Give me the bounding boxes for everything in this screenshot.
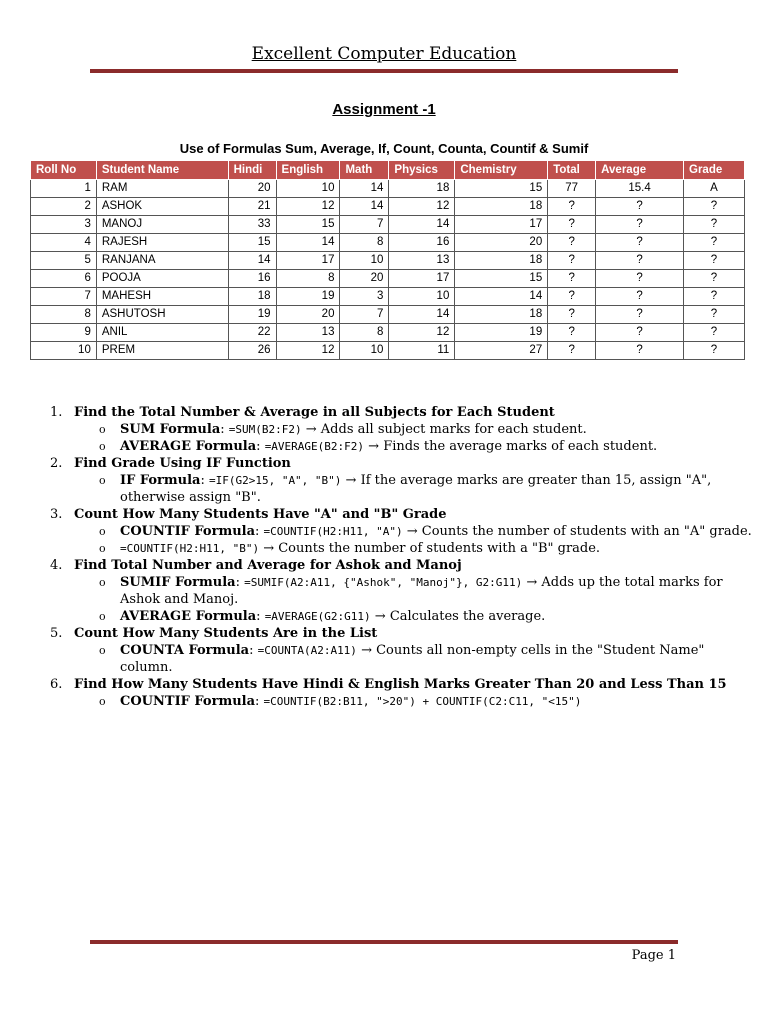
table-row bbox=[31, 234, 745, 252]
cell-roll-no: 6 bbox=[31, 270, 97, 288]
cell-chemistry: 14 bbox=[455, 288, 548, 306]
cell-total: ? bbox=[548, 324, 596, 342]
cell-roll-no: 3 bbox=[31, 216, 97, 234]
formula-label: SUM Formula bbox=[120, 422, 221, 437]
col-header-english: English bbox=[276, 161, 340, 180]
cell-average: 15.4 bbox=[596, 180, 684, 198]
cell-average: ? bbox=[596, 324, 684, 342]
cell-math: 7 bbox=[340, 216, 389, 234]
table-row bbox=[31, 288, 745, 306]
formula-code: =SUM(B2:F2) bbox=[228, 423, 302, 436]
cell-grade: ? bbox=[684, 234, 745, 252]
table-row bbox=[31, 198, 745, 216]
cell-physics: 14 bbox=[389, 306, 455, 324]
assignment-title: Assignment -1 bbox=[332, 101, 436, 118]
cell-chemistry: 17 bbox=[455, 216, 548, 234]
bullet-symbol: o bbox=[99, 644, 106, 657]
cell-physics: 14 bbox=[389, 216, 455, 234]
question-text: Find the Total Number & Average in all Subjects for Each Student bbox=[74, 405, 555, 420]
cell-roll-no: 7 bbox=[31, 288, 97, 306]
table-row bbox=[31, 180, 745, 198]
col-header-math: Math bbox=[340, 161, 389, 180]
cell-english: 15 bbox=[276, 216, 340, 234]
cell-grade: ? bbox=[684, 252, 745, 270]
col-header-grade: Grade bbox=[684, 161, 745, 180]
cell-total: ? bbox=[548, 306, 596, 324]
formula-description: → Finds the average marks of each student. bbox=[364, 439, 658, 454]
page-number: Page 1 bbox=[631, 948, 676, 963]
question-text: Count How Many Students Are in the List bbox=[74, 626, 378, 641]
cell-math: 14 bbox=[340, 198, 389, 216]
cell-total: ? bbox=[548, 288, 596, 306]
table-caption: Use of Formulas Sum, Average, If, Count, Counta, Countif & Sumif bbox=[179, 141, 589, 156]
cell-hindi: 33 bbox=[228, 216, 276, 234]
cell-english: 10 bbox=[276, 180, 340, 198]
cell-grade: ? bbox=[684, 270, 745, 288]
cell-english: 13 bbox=[276, 324, 340, 342]
table-row bbox=[31, 252, 745, 270]
question-text: Find Grade Using IF Function bbox=[74, 456, 291, 471]
cell-average: ? bbox=[596, 216, 684, 234]
cell-physics: 13 bbox=[389, 252, 455, 270]
cell-math: 8 bbox=[340, 234, 389, 252]
cell-chemistry: 18 bbox=[455, 306, 548, 324]
cell-chemistry: 18 bbox=[455, 252, 548, 270]
cell-math: 20 bbox=[340, 270, 389, 288]
cell-total: ? bbox=[548, 198, 596, 216]
formula-code: =COUNTIF(H2:H11, "A") bbox=[263, 525, 403, 538]
table-row bbox=[31, 216, 745, 234]
marks-table bbox=[30, 160, 745, 360]
table-row bbox=[31, 324, 745, 342]
cell-hindi: 14 bbox=[228, 252, 276, 270]
cell-grade: ? bbox=[684, 198, 745, 216]
cell-grade: ? bbox=[684, 288, 745, 306]
cell-total: ? bbox=[548, 234, 596, 252]
formula-label: AVERAGE Formula bbox=[120, 609, 257, 624]
cell-physics: 10 bbox=[389, 288, 455, 306]
formula-code: =AVERAGE(B2:F2) bbox=[264, 440, 365, 453]
question-number: 4. bbox=[50, 558, 63, 573]
cell-chemistry: 19 bbox=[455, 324, 548, 342]
cell-math: 14 bbox=[340, 180, 389, 198]
col-header-student-name: Student Name bbox=[96, 161, 228, 180]
cell-roll-no: 4 bbox=[31, 234, 97, 252]
bullet-symbol: o bbox=[99, 423, 106, 436]
cell-hindi: 21 bbox=[228, 198, 276, 216]
cell-grade: ? bbox=[684, 342, 745, 360]
question-number: 1. bbox=[50, 405, 63, 420]
cell-english: 8 bbox=[276, 270, 340, 288]
cell-english: 14 bbox=[276, 234, 340, 252]
cell-average: ? bbox=[596, 306, 684, 324]
cell-hindi: 19 bbox=[228, 306, 276, 324]
col-header-chemistry: Chemistry bbox=[455, 161, 548, 180]
cell-average: ? bbox=[596, 252, 684, 270]
separator: : bbox=[255, 524, 264, 539]
cell-roll-no: 9 bbox=[31, 324, 97, 342]
formula-description: → Adds up the total marks for Ashok and Manoj. bbox=[120, 575, 723, 607]
separator: : bbox=[256, 609, 265, 624]
cell-roll-no: 10 bbox=[31, 342, 97, 360]
question-number: 2. bbox=[50, 456, 63, 471]
cell-total: ? bbox=[548, 216, 596, 234]
formula-description: → Counts the number of students with an "A" grade. bbox=[402, 524, 752, 539]
cell-physics: 12 bbox=[389, 324, 455, 342]
formula-label: SUMIF Formula bbox=[120, 575, 236, 590]
cell-physics: 18 bbox=[389, 180, 455, 198]
cell-total: ? bbox=[548, 270, 596, 288]
cell-student-name: POOJA bbox=[96, 270, 228, 288]
cell-roll-no: 8 bbox=[31, 306, 97, 324]
bullet-symbol: o bbox=[99, 576, 106, 589]
cell-math: 10 bbox=[340, 252, 389, 270]
cell-student-name: ANIL bbox=[96, 324, 228, 342]
formula-code: =COUNTIF(H2:H11, "B") bbox=[120, 542, 260, 555]
formula-code: =AVERAGE(G2:G11) bbox=[264, 610, 371, 623]
cell-english: 12 bbox=[276, 198, 340, 216]
col-header-average: Average bbox=[596, 161, 684, 180]
cell-roll-no: 2 bbox=[31, 198, 97, 216]
table-row bbox=[31, 342, 745, 360]
cell-hindi: 15 bbox=[228, 234, 276, 252]
cell-math: 3 bbox=[340, 288, 389, 306]
footer-divider bbox=[90, 940, 678, 944]
cell-hindi: 18 bbox=[228, 288, 276, 306]
formula-code: =COUNTIF(B2:B11, ">20") + COUNTIF(C2:C11, "<15") bbox=[263, 695, 582, 708]
cell-english: 20 bbox=[276, 306, 340, 324]
cell-total: ? bbox=[548, 342, 596, 360]
cell-english: 17 bbox=[276, 252, 340, 270]
separator: : bbox=[200, 473, 209, 488]
formula-code: =SUMIF(A2:A11, {"Ashok", "Manoj"}, G2:G11) bbox=[244, 576, 523, 589]
question-number: 5. bbox=[50, 626, 63, 641]
cell-math: 7 bbox=[340, 306, 389, 324]
col-header-total: Total bbox=[548, 161, 596, 180]
cell-hindi: 22 bbox=[228, 324, 276, 342]
cell-chemistry: 20 bbox=[455, 234, 548, 252]
cell-chemistry: 15 bbox=[455, 270, 548, 288]
question-number: 6. bbox=[50, 677, 63, 692]
cell-student-name: RAJESH bbox=[96, 234, 228, 252]
separator: : bbox=[235, 575, 245, 590]
cell-student-name: ASHUTOSH bbox=[96, 306, 228, 324]
cell-physics: 17 bbox=[389, 270, 455, 288]
cell-hindi: 26 bbox=[228, 342, 276, 360]
formula-label: COUNTA Formula bbox=[120, 643, 250, 658]
col-header-hindi: Hindi bbox=[228, 161, 276, 180]
formula-code: =IF(G2>15, "A", "B") bbox=[208, 474, 342, 487]
cell-chemistry: 15 bbox=[455, 180, 548, 198]
formula-label: COUNTIF Formula bbox=[120, 694, 256, 709]
cell-average: ? bbox=[596, 198, 684, 216]
cell-total: ? bbox=[548, 252, 596, 270]
document-header-title: Excellent Computer Education bbox=[251, 44, 517, 64]
cell-grade: A bbox=[684, 180, 745, 198]
cell-physics: 11 bbox=[389, 342, 455, 360]
cell-roll-no: 5 bbox=[31, 252, 97, 270]
col-header-roll-no: Roll No bbox=[31, 161, 97, 180]
cell-chemistry: 18 bbox=[455, 198, 548, 216]
cell-student-name: MANOJ bbox=[96, 216, 228, 234]
cell-hindi: 16 bbox=[228, 270, 276, 288]
cell-physics: 16 bbox=[389, 234, 455, 252]
cell-average: ? bbox=[596, 270, 684, 288]
cell-student-name: RANJANA bbox=[96, 252, 228, 270]
formula-code: =COUNTA(A2:A11) bbox=[257, 644, 357, 657]
cell-hindi: 20 bbox=[228, 180, 276, 198]
formula-label: IF Formula bbox=[120, 473, 201, 488]
formula-description: → Adds all subject marks for each student. bbox=[301, 422, 587, 437]
bullet-symbol: o bbox=[99, 440, 106, 453]
bullet-symbol: o bbox=[99, 695, 106, 708]
formula-label: COUNTIF Formula bbox=[120, 524, 256, 539]
header-divider bbox=[90, 69, 678, 73]
table-row bbox=[31, 306, 745, 324]
col-header-physics: Physics bbox=[389, 161, 455, 180]
cell-average: ? bbox=[596, 234, 684, 252]
cell-roll-no: 1 bbox=[31, 180, 97, 198]
separator: : bbox=[249, 643, 258, 658]
cell-student-name: RAM bbox=[96, 180, 228, 198]
cell-student-name: PREM bbox=[96, 342, 228, 360]
cell-english: 19 bbox=[276, 288, 340, 306]
cell-math: 10 bbox=[340, 342, 389, 360]
cell-student-name: MAHESH bbox=[96, 288, 228, 306]
separator: : bbox=[255, 694, 264, 709]
cell-average: ? bbox=[596, 342, 684, 360]
formula-description: → If the average marks are greater than 15, assign "A", otherwise assign "B". bbox=[120, 473, 712, 505]
cell-student-name: ASHOK bbox=[96, 198, 228, 216]
cell-english: 12 bbox=[276, 342, 340, 360]
bullet-symbol: o bbox=[99, 474, 106, 487]
formula-description: → Calculates the average. bbox=[370, 609, 546, 624]
cell-grade: ? bbox=[684, 306, 745, 324]
bullet-symbol: o bbox=[99, 525, 106, 538]
cell-physics: 12 bbox=[389, 198, 455, 216]
bullet-symbol: o bbox=[99, 542, 106, 555]
bullet-symbol: o bbox=[99, 610, 106, 623]
cell-total: 77 bbox=[548, 180, 596, 198]
cell-grade: ? bbox=[684, 324, 745, 342]
cell-grade: ? bbox=[684, 216, 745, 234]
formula-description: → Counts all non-empty cells in the "Student Name" column. bbox=[120, 643, 705, 675]
question-number: 3. bbox=[50, 507, 63, 522]
formula-description: → Counts the number of students with a "B" grade. bbox=[259, 541, 601, 556]
question-text: Find Total Number and Average for Ashok and Manoj bbox=[74, 558, 462, 573]
table-row bbox=[31, 270, 745, 288]
separator: : bbox=[256, 439, 265, 454]
cell-chemistry: 27 bbox=[455, 342, 548, 360]
separator: : bbox=[220, 422, 229, 437]
question-text: Find How Many Students Have Hindi & English Marks Greater Than 20 and Less Than 15 bbox=[74, 677, 727, 692]
cell-math: 8 bbox=[340, 324, 389, 342]
table-header-row bbox=[31, 161, 745, 180]
question-text: Count How Many Students Have "A" and "B" Grade bbox=[74, 507, 447, 522]
formula-label: AVERAGE Formula bbox=[120, 439, 257, 454]
cell-average: ? bbox=[596, 288, 684, 306]
